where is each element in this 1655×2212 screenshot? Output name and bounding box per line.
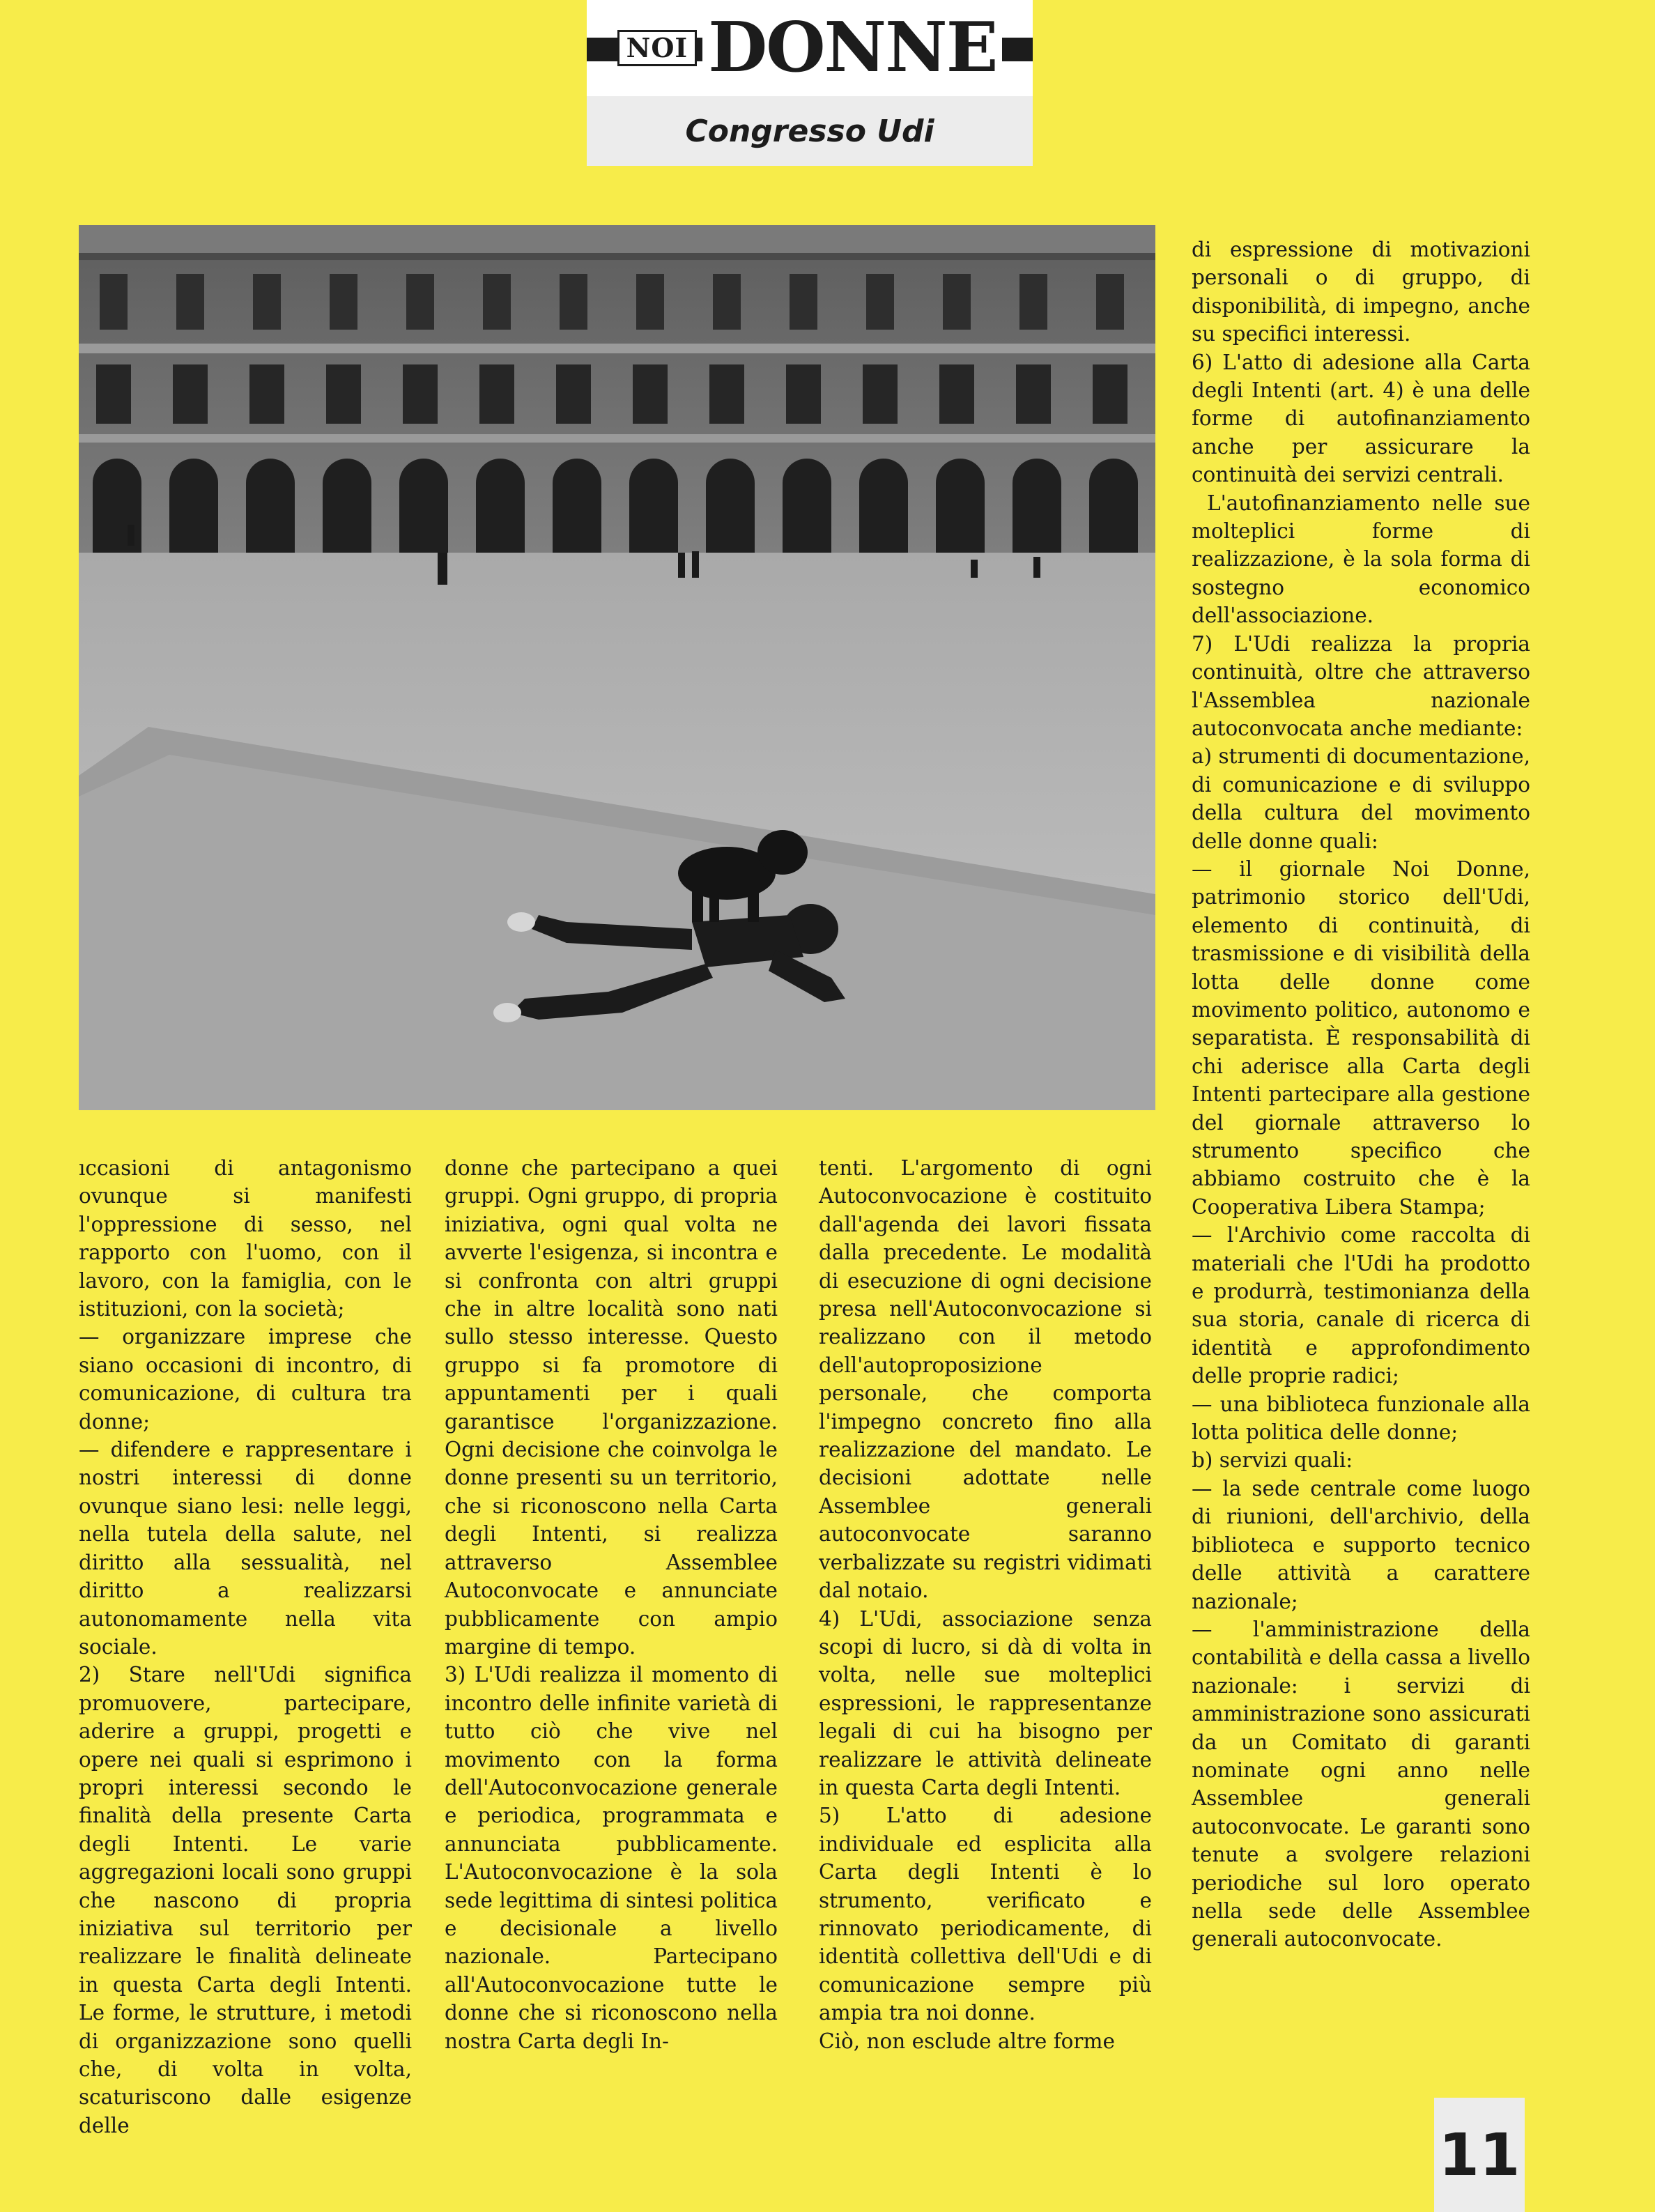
paragraph: 2) Stare nell'Udi significa promuovere, partecipare, aderire a gruppi, progetti e opere nei quali si esprimono i propri interessi secondo le finalità della presente Carta degli Intenti. Le varie aggregazioni locali sono gruppi che nascono di propria iniziativa sul territorio per realizzare le finalità delineate in questa Carta degli Intenti. Le forme, le strutture, i metodi di organizzazione sono quelli che, di volta in volta, scaturiscono dalle esigenze delle [79,1663,412,2137]
paragraph: — una biblioteca funzionale alla lotta politica delle donne; [1192,1392,1530,1445]
paragraph: 3) L'Udi realizza il momento di incontro delle infinite varietà di tutto ciò che vive nel movimento con la forma dell'Autoconvocazione generale e periodica, programmata e annunciata pubblicamente. L'Autoconvocazione è la sola sede legittima di sintesi politica e decisionale a livello nazionale. Partecipano all'Autoconvocazione tutte le donne che si riconoscono nella nostra Carta degli In- [445,1663,778,2053]
paragraph: L'autofinanziamento nelle sue molteplici forme di realizzazione, è la sola forma di sostegno economico dell'associazione. [1192,491,1530,628]
section-title: Congresso Udi [685,113,934,149]
paragraph: 5) L'atto di adesione individuale ed esplicita alla Carta degli Intenti è lo strumento, verificato e rinnovato periodicamente, di identità collettiva dell'Udi e di comunicazione sempre più ampia tra noi donne. [819,1804,1152,2025]
paragraph: di espressione di motivazioni personali o di gruppo, di disponibilità, di impegno, anche su specifici interessi. [1192,238,1530,346]
paragraph: — il giornale Noi Donne, patrimonio storico dell'Udi, elemento di continuità, di trasmissione e di visibilità della lotta delle donne come movimento politico, autonomo e separatista. È responsabilità di chi aderisce alla Carta degli Intenti partecipare alla gestione del giornale attraverso lo strumento specifico che abbiamo costruito che è la Cooperativa Libera Stampa; [1192,857,1530,1219]
paragraph: — difendere e rappresentare i nostri interessi di donne ovunque siano lesi: nelle leggi, nella tutela della salute, nel diritto alla sessualità, nel diritto a realizzarsi autonomamente nella vita sociale. [79,1438,412,1659]
paragraph: Ciò, non esclude altre forme [819,2029,1115,2053]
masthead-logo [587,0,1033,96]
paragraph: ıccasioni di antagonismo ovunque si manifesti l'oppressione di sesso, nel rapporto con l'uomo, con il lavoro, con la famiglia, con le istituzioni, con la società; [79,1156,412,1321]
photo-courtyard-boy-dog [79,225,1155,1110]
page-number: 11 [1438,2121,1521,2189]
masthead [587,0,1033,166]
paragraph: donne che partecipano a quei gruppi. Ogni gruppo, di propria iniziativa, ogni qual volta ne avverte l'esigenza, si incontra e si confronta con altri gruppi che in altre località sono nati sullo stesso interesse. Questo gruppo si fa promotore di appuntamenti per i quali garantisce l'organizzazione. Ogni decisione che coinvolga le donne presenti su un territorio, che si riconoscono nella Carta degli Intenti, si realizza attraverso Assemblee Autoconvocate e annunciate pubblicamente con ampio margine di tempo. [445,1156,778,1659]
paragraph: 7) L'Udi realizza la propria continuità, oltre che attraverso l'Assemblea nazionale autoconvocata anche mediante: [1192,631,1530,740]
section-header [587,96,1033,166]
paragraph: 4) L'Udi, associazione senza scopi di lucro, si dà di volta in volta, nelle sue molteplici espressioni, le rappresentanze legali di cui ha bisogno per realizzare le attività delineate in questa Carta degli Intenti. [819,1606,1152,1799]
page-number-box [1434,2098,1525,2212]
paragraph: — l'amministrazione della contabilità e della cassa a livello nazionale: i servizi di amministrazione sono assicurati da un Comitato di garanti nominate ogni anno nelle Assemblee generali autoconvocate. Le garanti sono tenute a svolgere relazioni periodiche sul loro operato nella sede delle Assemblee generali autoconvocate. [1192,1617,1530,1951]
paragraph: 6) L'atto di adesione alla Carta degli Intenti (art. 4) è una delle forme di autofinanziamento anche per assicurare la continuità dei servizi centrali. [1192,350,1530,487]
paragraph: b) servizi quali: [1192,1448,1353,1473]
text-column-4 [1192,236,1530,1953]
text-column-1 [79,1154,412,2140]
paragraph: — l'Archivio come raccolta di materiali che l'Udi ha prodotto e produrrà, testimonianza della sua storia, canale di ricerca di identità e approfondimento delle proprie radici; [1192,1223,1530,1388]
paragraph: tenti. L'argomento di ogni Autoconvocazione è costituito dall'agenda dei lavori fissata dalla precedente. Le modalità di esecuzione di ogni decisione presa nell'Autoconvocazione si realizzano con il metodo dell'autoproposizione personale, che comporta l'impegno concreto fino alla realizzazione del mandato. Le decisioni adottate nelle Assemblee generali autoconvocate saranno verbalizzate su registri vidimati dal notaio. [819,1156,1152,1603]
masthead-title: DONNE [702,6,1002,90]
text-column-2 [445,1154,778,2055]
text-column-3 [819,1154,1152,2055]
paragraph: — organizzare imprese che siano occasioni di incontro, di comunicazione, di cultura tra donne; [79,1325,412,1434]
paragraph: a) strumenti di documentazione, di comunicazione e di sviluppo della cultura del movimento delle donne quali: [1192,744,1530,853]
masthead-prefix: NOI [617,30,698,66]
paragraph: — la sede centrale come luogo di riunioni, dell'archivio, della biblioteca e supporto tecnico delle attività a carattere nazionale; [1192,1476,1530,1613]
